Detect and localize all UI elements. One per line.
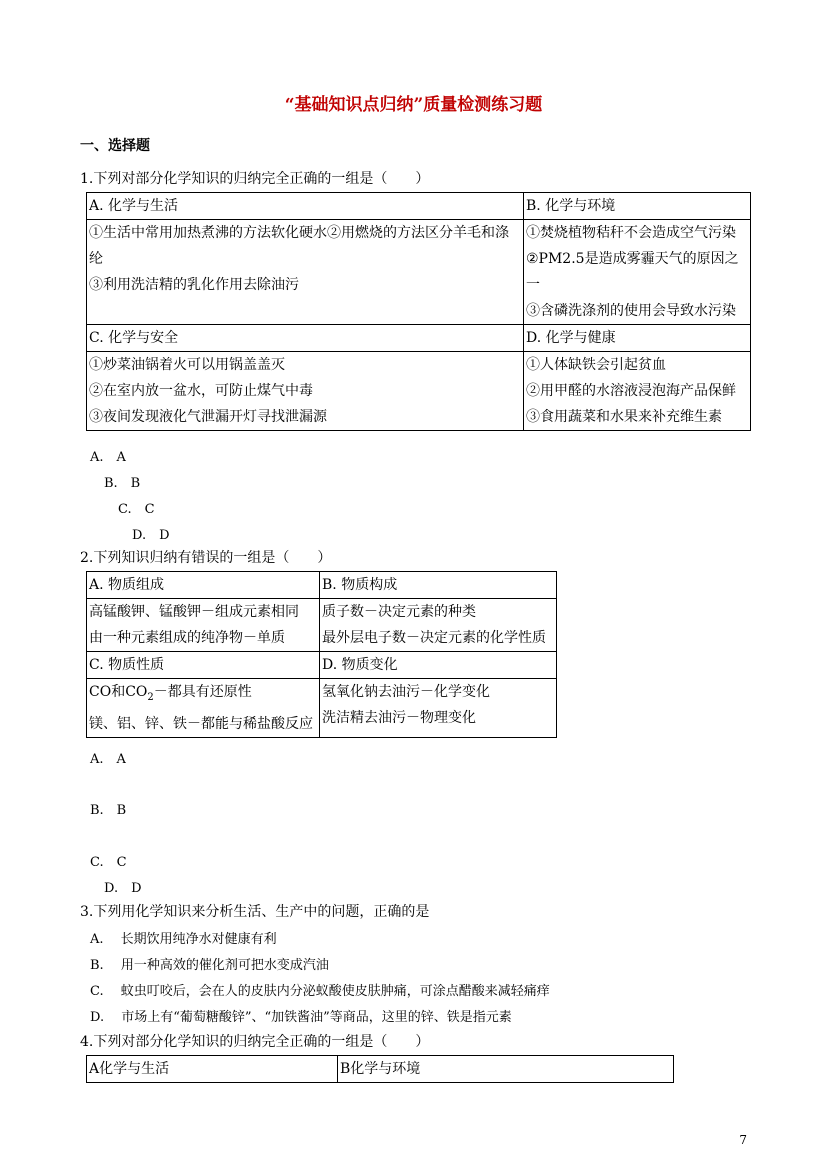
q1-cell-c-body (87, 352, 524, 431)
q2-option-a: A. A (90, 752, 126, 767)
q2-c-line1 (89, 679, 317, 711)
q1-option-c: C. C (118, 502, 155, 517)
page-title: “基础知识点归纳”质量检测练习题 (284, 95, 543, 115)
q1-b-line4: ③含磷洗涤剂的使用会导致水污染 (526, 303, 736, 319)
q1-d-line3: ③食用蔬菜和水果来补充维生素 (526, 409, 722, 425)
q2-cell-d-body (320, 679, 557, 738)
q1-d-line1: ①人体缺铁会引起贫血 (526, 357, 666, 373)
q1-a-line3: ③利用洗洁精的乳化作用去除油污 (89, 277, 299, 293)
q2-cell-a-head: A. 物质组成 (87, 572, 320, 599)
q1-a-line2: 纶 (89, 251, 103, 267)
section-heading: 一、选择题 (80, 138, 150, 154)
q2-c-line1-subscript: 2 (147, 691, 154, 703)
q1-option-a: A. A (90, 450, 126, 465)
q1-c-line3: ③夜间发现液化气泄漏开灯寻找泄漏源 (89, 409, 327, 425)
q2-a-line1: 高锰酸钾、锰酸钾－组成元素相同 (89, 604, 299, 620)
q4-stem: 4.下列对部分化学知识的归纳完全正确的一组是（ ） (80, 1034, 430, 1050)
q4-table (86, 1055, 674, 1083)
q2-stem: 2.下列知识归纳有错误的一组是（ ） (80, 550, 332, 566)
q1-c-line1: ①炒菜油锅着火可以用锅盖盖灭 (89, 357, 285, 373)
q2-cell-d-head: D. 物质变化 (320, 652, 557, 679)
q2-b-line2: 最外层电子数－决定元素的化学性质 (322, 630, 546, 646)
q2-table (86, 571, 557, 738)
q3-option-d: D. 市场上有“葡萄糖酸锌”、“加铁酱油”等商品，这里的锌、铁是指元素 (90, 1010, 512, 1025)
q3-stem: 3.下列用化学知识来分析生活、生产中的问题，正确的是 (80, 904, 430, 920)
q1-d-line2: ②用甲醛的水溶液浸泡海产品保鲜 (526, 383, 736, 399)
q2-b-line1: 质子数－决定元素的种类 (322, 604, 476, 620)
q2-c-line1-part1: CO和CO (89, 684, 148, 700)
q1-cell-c-head: C. 化学与安全 (87, 325, 524, 352)
q2-option-d: D. D (104, 881, 142, 896)
q2-d-line2: 洗洁精去油污－物理变化 (322, 710, 476, 726)
q2-cell-c-head: C. 物质性质 (87, 652, 320, 679)
q1-table (86, 192, 751, 431)
q2-c-line1-part2: －都具有还原性 (153, 684, 252, 700)
q1-c-line2: ②在室内放一盆水，可防止煤气中毒 (89, 383, 313, 399)
q1-option-b: B. B (104, 476, 141, 491)
q2-cell-b-head: B. 物质构成 (320, 572, 557, 599)
q1-stem: 1.下列对部分化学知识的归纳完全正确的一组是（ ） (80, 171, 430, 187)
q2-option-c: C. C (90, 855, 127, 870)
q3-option-b: B. 用一种高效的催化剂可把水变成汽油 (90, 958, 329, 973)
q2-a-line2: 由一种元素组成的纯净物－单质 (89, 630, 285, 646)
q1-option-d: D. D (132, 528, 170, 543)
q4-cell-b-head: B化学与环境 (338, 1056, 674, 1083)
q1-a-line1: ①生活中常用加热煮沸的方法软化硬水②用燃烧的方法区分羊毛和涤 (89, 225, 509, 241)
q1-b-line1: ①焚烧植物秸秆不会造成空气污染 (526, 225, 736, 241)
q1-cell-d-head: D. 化学与健康 (524, 325, 751, 352)
q1-b-line3: 一 (526, 277, 540, 293)
q2-cell-c-body (87, 679, 320, 738)
q2-option-b: B. B (90, 803, 127, 818)
q4-cell-a-head: A化学与生活 (87, 1056, 338, 1083)
q1-cell-d-body (524, 352, 751, 431)
q3-option-c: C. 蚊虫叮咬后，会在人的皮肤内分泌蚁酸使皮肤肿痛，可涂点醋酸来减轻痛痒 (90, 984, 550, 999)
q1-cell-a-body (87, 220, 524, 325)
q2-cell-b-body (320, 599, 557, 652)
q1-cell-b-body (524, 220, 751, 325)
q1-b-line2: ②PM2.5是造成雾霾天气的原因之 (526, 251, 739, 267)
q2-cell-a-body (87, 599, 320, 652)
q3-option-a: A. 长期饮用纯净水对健康有利 (90, 932, 277, 947)
q1-cell-b-head: B. 化学与环境 (524, 193, 751, 220)
q2-d-line1: 氢氧化钠去油污－化学变化 (322, 684, 490, 700)
page-number: 7 (739, 1133, 747, 1147)
q1-cell-a-head: A. 化学与生活 (87, 193, 524, 220)
q2-c-line2: 镁、铝、锌、铁－都能与稀盐酸反应 (89, 715, 313, 732)
